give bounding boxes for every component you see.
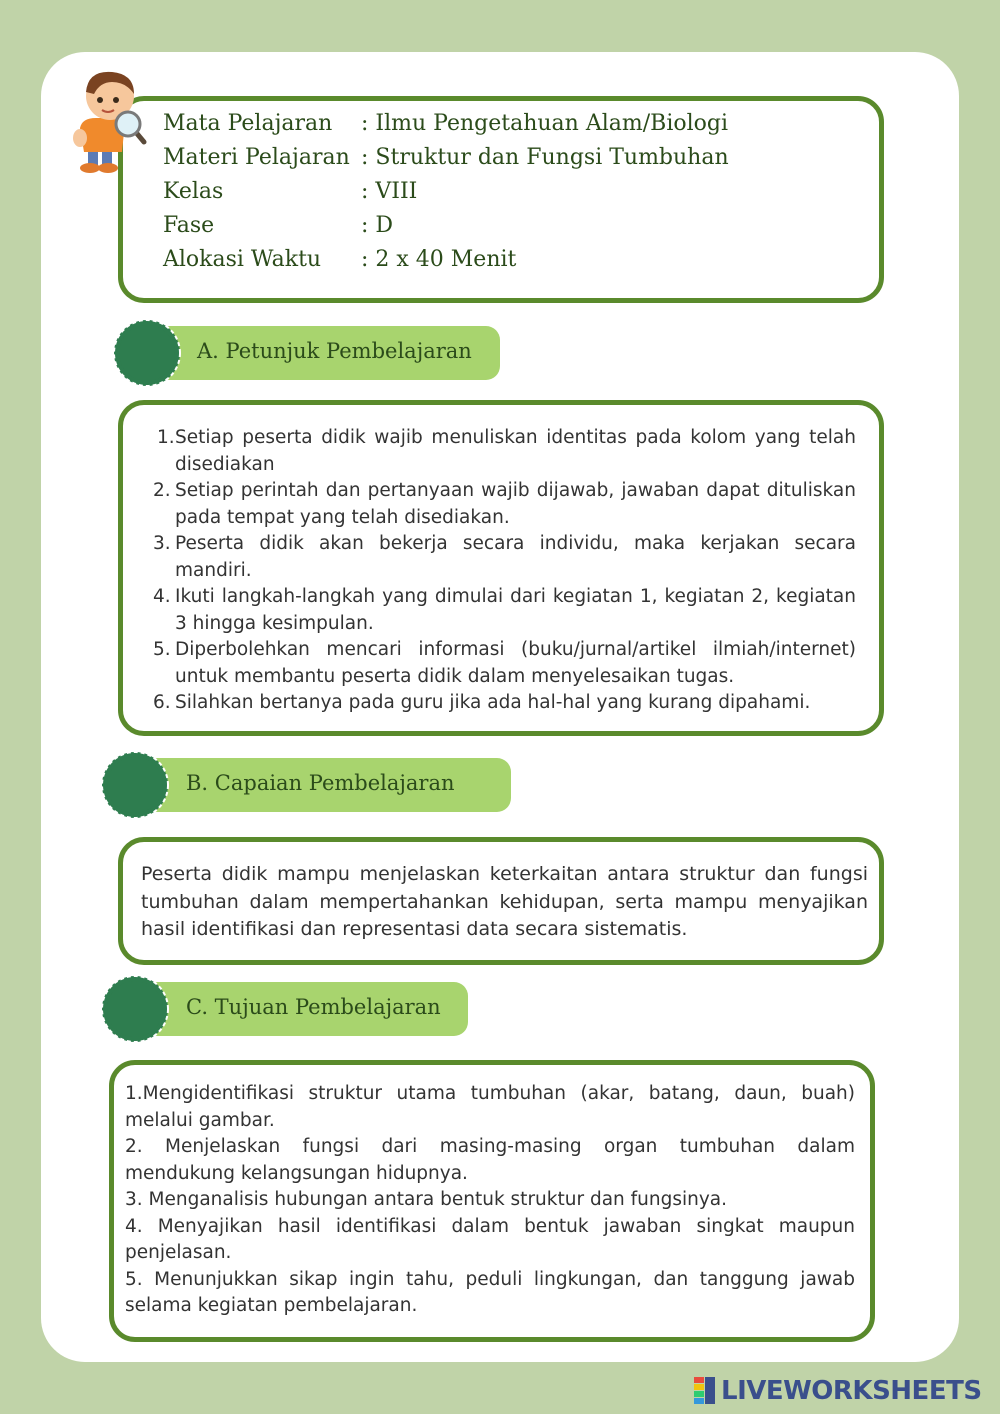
identity-label: Alokasi Waktu [163, 247, 322, 272]
identity-value: : 2 x 40 Menit [361, 247, 517, 272]
identity-value: : VIII [361, 179, 418, 204]
badge-icon [112, 318, 182, 388]
illustration-eye [113, 97, 119, 103]
list-number: 2. [153, 480, 171, 501]
section-a-header [118, 326, 503, 382]
list-text: Diperbolehkan mencari informasi (buku/jurnal/artikel ilmiah/internet) untuk membantu peserta didik dalam menyelesaikan tugas. [175, 639, 856, 687]
list-item [153, 690, 856, 717]
list-item [153, 531, 856, 584]
list-item: 5. Menunjukkan sikap ingin tahu, peduli lingkungan, dan tanggung jawab selama kegiatan pembelajaran. [125, 1268, 855, 1316]
list-item [153, 584, 856, 637]
badge-icon [100, 974, 170, 1044]
liveworksheets-logo-icon [694, 1377, 716, 1405]
list-item: 1.Mengidentifikasi struktur utama tumbuhan (akar, batang, daun, buah) melalui gambar. [125, 1083, 855, 1131]
illustration-eye [97, 97, 103, 103]
identity-value: : Ilmu Pengetahuan Alam/Biologi [361, 111, 728, 136]
identity-label: Mata Pelajaran [163, 111, 333, 136]
instructions-box [118, 400, 884, 736]
identity-row-material [163, 145, 729, 170]
section-a-title: A. Petunjuk Pembelajaran [197, 339, 472, 363]
list-item [153, 637, 856, 690]
list-item: 3. Menganalisis hubungan antara bentuk struktur dan fungsinya. [125, 1189, 728, 1210]
list-text: Ikuti langkah-langkah yang dimulai dari kegiatan 1, kegiatan 2, kegiatan 3 hingga kesimpulan. [175, 586, 856, 634]
identity-row-time [163, 247, 516, 272]
identity-row-class [163, 179, 417, 204]
list-number: 5. [153, 639, 171, 660]
section-b-header [106, 758, 516, 814]
list-text: Setiap perintah dan pertanyaan wajib dijawab, jawaban dapat dituliskan pada tempat yang telah disediakan. [175, 480, 856, 528]
magnifier-icon [116, 112, 140, 136]
list-item [153, 425, 856, 478]
section-c-title: C. Tujuan Pembelajaran [186, 995, 441, 1019]
instructions-list [153, 425, 856, 717]
identity-value: : D [361, 213, 394, 238]
identity-value: : Struktur dan Fungsi Tumbuhan [361, 145, 729, 170]
learning-outcome-box [118, 837, 884, 965]
list-text: Peserta didik akan bekerja secara individu, maka kerjakan secara mandiri. [175, 533, 856, 581]
list-number: 3. [153, 533, 171, 554]
list-number: 1. [157, 427, 175, 448]
objectives-list [125, 1081, 855, 1320]
list-item: 2. Menjelaskan fungsi dari masing-masing organ tumbuhan dalam mendukung kelangsungan hidupnya. [125, 1136, 855, 1184]
badge-icon [100, 750, 170, 820]
identity-row-subject [163, 111, 728, 136]
list-text: Setiap peserta didik wajib menuliskan identitas pada kolom yang telah disediakan [175, 427, 856, 475]
learning-outcome-text-wrap [141, 861, 868, 944]
identity-label: Kelas [163, 179, 224, 204]
learning-outcome-text: Peserta didik mampu menjelaskan keterkaitan antara struktur dan fungsi tumbuhan dalam mempertahankan kehidupan, serta mampu menyajikan hasil identifikasi dan representasi data secara sistematis. [141, 863, 868, 940]
identity-label: Materi Pelajaran [163, 145, 350, 170]
list-number: 4. [153, 586, 171, 607]
boy-magnifier-illustration [72, 68, 164, 178]
list-text: Silahkan bertanya pada guru jika ada hal-hal yang kurang dipahami. [175, 692, 811, 713]
section-c-header [106, 982, 471, 1038]
list-item: 4. Menyajikan hasil identifikasi dalam bentuk jawaban singkat maupun penjelasan. [125, 1215, 855, 1263]
identity-box [118, 96, 884, 303]
illustration-shoe [98, 163, 118, 173]
list-number: 6. [153, 692, 171, 713]
illustration-shoe [80, 163, 100, 173]
illustration-hand [73, 129, 87, 147]
liveworksheets-logo [694, 1374, 982, 1408]
section-b-title: B. Capaian Pembelajaran [186, 771, 455, 795]
identity-row-phase [163, 213, 393, 238]
list-item [153, 478, 856, 531]
objectives-box [109, 1060, 875, 1342]
liveworksheets-logo-text: LIVEWORKSHEETS [721, 1376, 982, 1406]
identity-label: Fase [163, 213, 215, 238]
